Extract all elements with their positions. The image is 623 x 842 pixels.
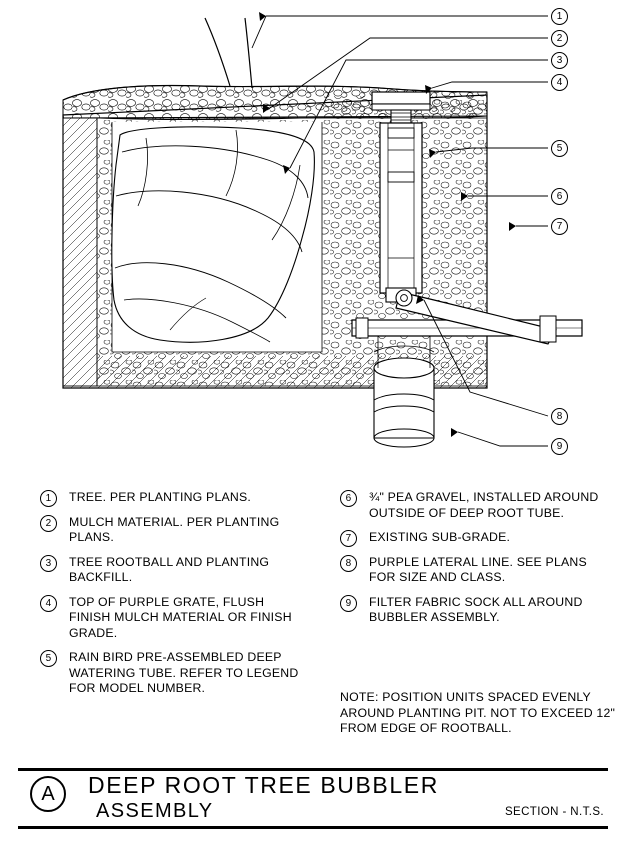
legend-column-right [340,490,600,635]
legend-item-text: FILTER FABRIC SOCK ALL AROUND BUBBLER ASSEMBLY. [369,594,583,624]
legend-item-text: EXISTING SUB-GRADE. [369,530,511,544]
legend-item-text: ¾" PEA GRAVEL, INSTALLED AROUND OUTSIDE OF DEEP ROOT TUBE. [369,490,599,520]
callout-bubble-2: 2 [551,30,568,47]
legend-item-number: 6 [340,490,357,507]
legend-item-number: 7 [340,530,357,547]
legend-item-number: 4 [40,595,57,612]
legend-item-number: 9 [340,595,357,612]
legend-item-text: MULCH MATERIAL. PER PLANTING PLANS. [69,514,280,544]
legend-item [340,530,600,546]
legend-item-number: 2 [40,515,57,532]
callout-bubble-3: 3 [551,52,568,69]
detail-subtitle: ASSEMBLY [96,800,214,822]
detail-title: DEEP ROOT TREE BUBBLER [88,772,439,798]
legend-item-text: TOP OF PURPLE GRATE, FLUSH FINISH MULCH MATERIAL OR FINISH GRADE. [69,594,292,640]
detail-mark-bubble: A [30,776,66,812]
title-rule-top [18,768,608,771]
callout-bubble-1: 1 [551,8,568,25]
tree-trunk [205,18,252,88]
general-note: NOTE: POSITION UNITS SPACED EVENLY AROUND PLANTING PIT. NOT TO EXCEED 12" FROM EDGE OF ROOTBALL. [340,690,616,735]
callout-bubble-9: 9 [551,438,568,455]
title-block [18,762,608,832]
legend-item [40,515,305,546]
legend-column-left [40,490,305,706]
legend-item [340,595,600,626]
callout-bubble-7: 7 [551,218,568,235]
legend-item [40,555,305,586]
legend-item [340,555,600,586]
legend-item-number: 5 [40,650,57,667]
legend-item [340,490,600,521]
legend-item-text: TREE ROOTBALL AND PLANTING BACKFILL. [69,554,270,584]
legend-item [40,490,305,506]
callout-bubble-5: 5 [551,140,568,157]
callout-bubble-8: 8 [551,408,568,425]
legend-item-text: PURPLE LATERAL LINE. SEE PLANS FOR SIZE AND CLASS. [369,554,587,584]
legend-item [40,650,305,697]
legend [40,490,616,760]
deep-watering-tube [372,92,430,302]
detail-scale: SECTION - N.T.S. [504,806,604,818]
legend-item-text: RAIN BIRD PRE-ASSEMBLED DEEP WATERING TUBE. REFER TO LEGEND FOR MODEL NUMBER. [69,650,299,695]
legend-item [40,595,305,642]
legend-item-number: 1 [40,490,57,507]
legend-item-number: 8 [340,555,357,572]
callout-bubble-4: 4 [551,74,568,91]
tree-rootball [112,122,322,352]
callout-bubble-6: 6 [551,188,568,205]
legend-item-number: 3 [40,555,57,572]
title-rule-bottom [18,826,608,829]
legend-item-text: TREE. PER PLANTING PLANS. [69,490,251,504]
